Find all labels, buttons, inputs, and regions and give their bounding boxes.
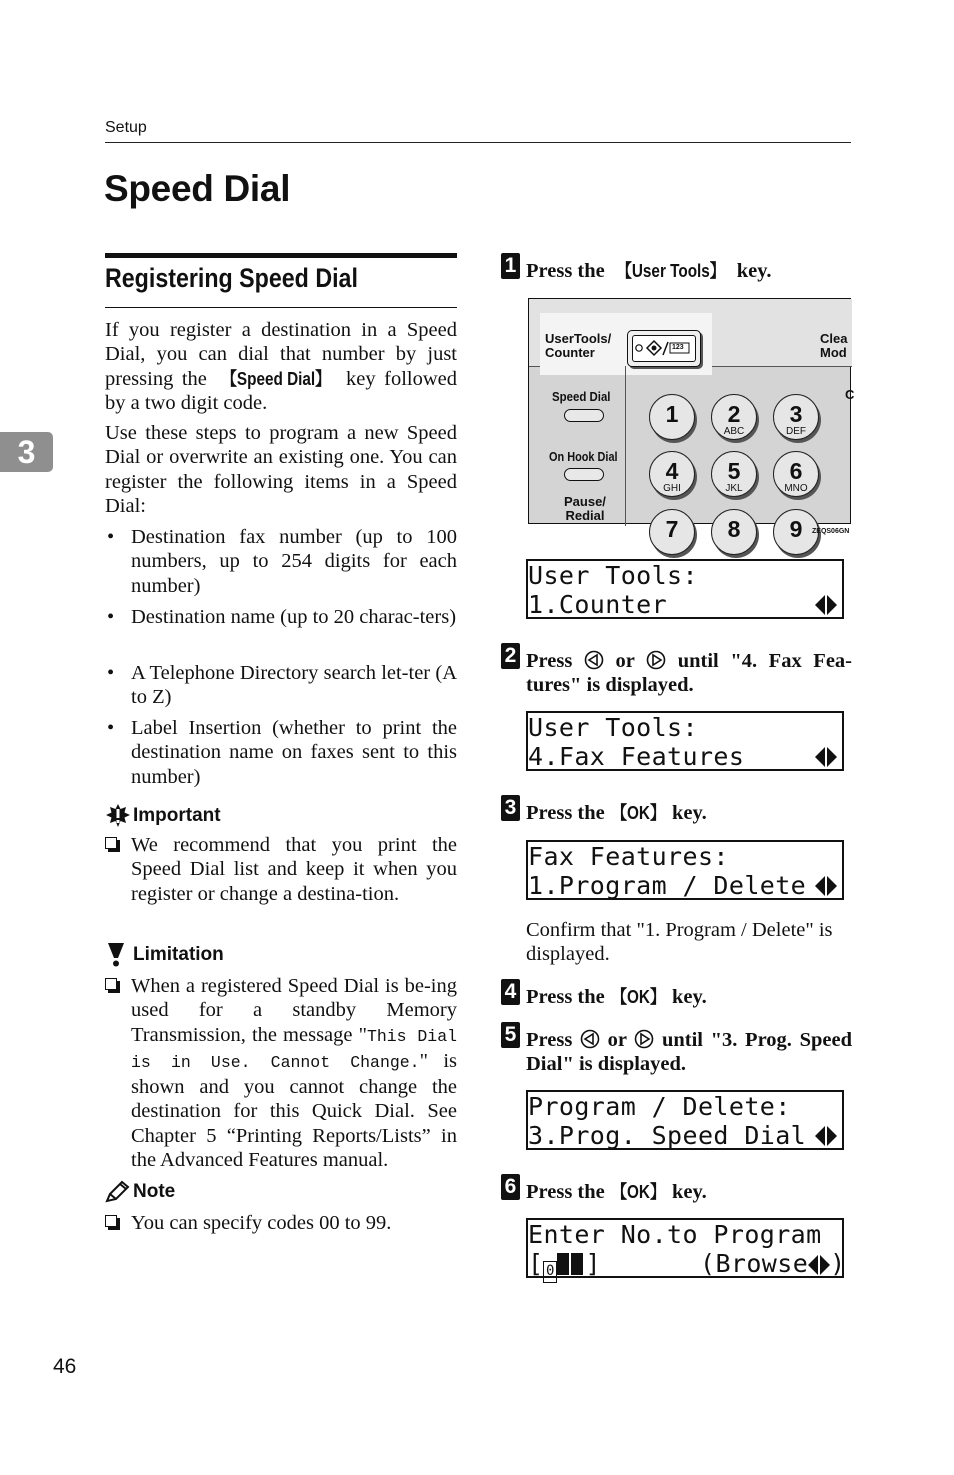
step-2-text: Press or until "4. Fax Fea-tures" is displayed.: [526, 650, 852, 697]
running-head: Setup: [105, 119, 147, 136]
left-arrow-key-icon: [580, 1029, 600, 1049]
step-5-text: Press or until "3. Prog. Speed Dial" is displayed.: [526, 1029, 852, 1076]
note-label: Note: [133, 1181, 176, 1202]
step-number-3: 3: [501, 795, 520, 821]
lcd-display-2: [526, 711, 844, 771]
limitation-message: This Dial is in Use. Cannot Change.: [131, 1026, 457, 1072]
step-6-text: Press the 【OK】 key.: [526, 1181, 707, 1203]
section-title: Registering Speed Dial: [105, 263, 358, 293]
right-arrow-key-icon: [634, 1029, 654, 1049]
counter-badge: 123: [672, 344, 684, 351]
user-tools-key: 【User Tools】: [616, 261, 726, 281]
lcd-line-1: Program / Delete:: [528, 1092, 791, 1121]
on-hook-dial-button: [564, 468, 604, 481]
intro-text-end: key followed by a two digit code.: [105, 367, 457, 414]
ok-key: 【OK】: [611, 1182, 666, 1202]
user-tools-label: UserTools/ Counter: [545, 331, 612, 360]
list-item-text: Destination fax number (up to 100 numbers, up to 254 digits for each number): [131, 526, 457, 597]
ok-key: 【OK】: [611, 987, 666, 1007]
step-number-4: 4: [501, 979, 520, 1005]
left-right-arrow-icon: [815, 1126, 837, 1146]
lcd-display-4: [526, 1090, 844, 1150]
limitation-label: Limitation: [133, 944, 224, 965]
limitation-text: When a registered Speed Dial is be-ing used for a standby Memory Transmission, the message "This Dial is in Use. Cannot Change." is shown and you cannot change the destination for this Quick Dial. See Chapter 5 “Printing Reports/Lists” in the Advanced Features manual.: [131, 975, 458, 1172]
list-item: • Destination name (up to 20 charac-ters): [107, 606, 457, 628]
on-hook-dial-label: On Hook Dial: [549, 449, 618, 464]
panel-side-letter: C: [845, 387, 855, 402]
left-arrow-key-icon: [584, 650, 604, 670]
important-icon: [105, 804, 131, 828]
step-number-2: 2: [501, 643, 520, 669]
pencil-icon: [105, 1181, 129, 1203]
note-text: You can specify codes 00 to 99.: [131, 1212, 392, 1234]
lcd-line-2: 1.Counter: [528, 590, 668, 619]
list-item-text: Label Insertion (whether to print the destination name on faxes sent to this number): [131, 717, 457, 788]
lcd-cursor-digit: 0: [543, 1261, 557, 1283]
user-tools-button: [627, 330, 701, 367]
lcd-display-3: [526, 840, 844, 900]
intro-paragraph: [105, 318, 457, 415]
key-9: 9: [773, 509, 819, 555]
pause-redial-label: Pause/ Redial: [564, 494, 606, 523]
important-label: Important: [133, 805, 221, 826]
key-6: 6 MNO: [773, 451, 819, 497]
lcd-line-1: User Tools:: [528, 561, 698, 590]
speed-dial-button: [564, 409, 604, 422]
lcd-line-2: [ 0 ]: [528, 1249, 601, 1283]
key-1: 1: [649, 394, 695, 440]
left-right-arrow-icon: [815, 595, 837, 615]
step-1-text: Press the 【User Tools】 key.: [526, 260, 772, 282]
confirm-text: Confirm that "1. Program / Delete" is displayed.: [526, 919, 833, 966]
steps-intro-paragraph: Use these steps to program a new Speed Dial or overwrite an existing one. You can register the following items in a Speed Dial:: [105, 422, 457, 517]
step-3-text: Press the 【OK】 key.: [526, 802, 707, 824]
section-rule-top: [105, 253, 457, 258]
list-item-text: A Telephone Directory search let-ter (A to Z): [131, 662, 457, 709]
page-title: Speed Dial: [104, 168, 291, 209]
lcd-display-5: [526, 1218, 844, 1278]
important-text: We recommend that you print the Speed Dial list and keep it when you register or change a destina-tion.: [131, 834, 457, 905]
note-item: [105, 1211, 457, 1235]
chapter-tab: 3: [0, 432, 53, 472]
lcd-line-2: 1.Program / Delete: [528, 871, 807, 900]
key-8: 8: [711, 509, 757, 555]
key-3: 3 DEF: [773, 394, 819, 440]
lcd-line-1: User Tools:: [528, 713, 698, 742]
step-number-5: 5: [501, 1022, 520, 1048]
intro-text: If you register a destination in a Speed Dial, you can dial that number by just pressing the: [105, 319, 457, 390]
speed-dial-key: 【Speed Dial】: [222, 368, 331, 389]
lcd-line-1: Fax Features:: [528, 842, 729, 871]
key-7: 7: [649, 509, 695, 555]
list-item-text: Destination name (up to 20 charac-ters): [131, 606, 457, 628]
key-2: 2 ABC: [711, 394, 757, 440]
right-arrow-key-icon: [646, 650, 666, 670]
figure-code: ZEQS06GN: [812, 528, 850, 535]
lcd-line-1: Enter No.to Program: [528, 1220, 822, 1249]
lcd-line-2: 3.Prog. Speed Dial: [528, 1121, 807, 1150]
lcd-display-1: [526, 559, 844, 619]
panel-divider: [625, 366, 626, 526]
limitation-heading: [105, 942, 224, 968]
note-heading: [105, 1181, 175, 1203]
lcd-cursor-block: [557, 1253, 569, 1275]
lcd-line-2: 4.Fax Features: [528, 742, 745, 771]
list-item: • Label Insertion (whether to print the destination name on faxes sent to this number): [107, 717, 457, 788]
key-5: 5 JKL: [711, 451, 757, 497]
speed-dial-label: Speed Dial: [552, 389, 611, 404]
list-item: • Destination fax number (up to 100 numbers, up to 254 digits for each number): [107, 526, 457, 597]
step-4-text: Press the 【OK】 key.: [526, 986, 707, 1008]
key-4: 4 GHI: [649, 451, 695, 497]
important-heading: [105, 804, 221, 828]
left-right-arrow-icon: [815, 876, 837, 896]
left-right-arrow-icon: [815, 747, 837, 767]
step-number-1: 1: [501, 253, 520, 279]
section-rule-bottom: [105, 307, 457, 308]
page-number: 46: [53, 1355, 77, 1378]
list-item: • A Telephone Directory search let-ter (A to Z): [107, 662, 457, 709]
ok-key: 【OK】: [611, 803, 666, 823]
lcd-cursor-block: [571, 1253, 583, 1275]
header-rule: [105, 142, 851, 143]
left-right-arrow-icon: [808, 1255, 830, 1275]
clear-modes-label: Clea Mod: [820, 331, 848, 360]
lcd-browse: (Browse ): [700, 1249, 846, 1278]
limitation-icon: [105, 942, 127, 968]
important-item: [105, 833, 457, 906]
limitation-item: [105, 974, 457, 1172]
step-number-6: 6: [501, 1174, 520, 1200]
